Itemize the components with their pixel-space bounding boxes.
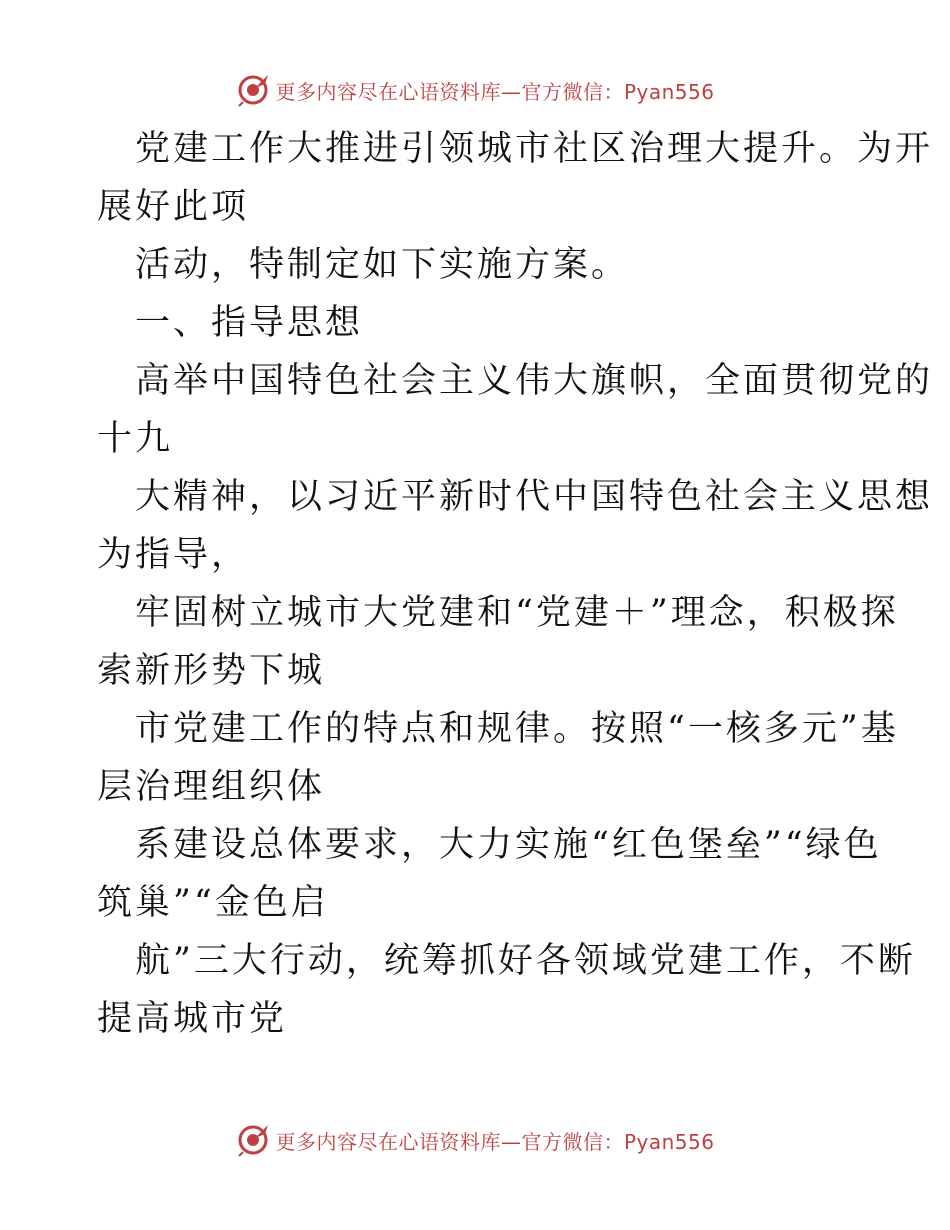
watermark-text: 更多内容尽在心语资料库—官方微信：Pyan556: [275, 79, 715, 104]
text-line: 党建工作大推进引领城市社区治理大提升。为开: [135, 129, 934, 169]
watermark-text: 更多内容尽在心语资料库—官方微信：Pyan556: [275, 1129, 715, 1154]
text-line: 为指导，: [97, 535, 250, 575]
text-line: 航”三大行动，统筹抓好各领域党建工作，不断: [135, 941, 916, 981]
text-line: 筑巢”“金色启: [97, 883, 329, 923]
text-line: 市党建工作的特点和规律。按照“一核多元”基: [135, 709, 899, 749]
text-line: 活动，特制定如下实施方案。: [135, 245, 630, 285]
quill-logo-icon: [235, 72, 271, 108]
text-line: 提高城市党: [97, 999, 288, 1039]
quill-logo-icon: [235, 1122, 271, 1158]
text-line: 展好此项: [97, 187, 250, 227]
text-line: 十九: [97, 419, 174, 459]
text-line: 索新形势下城: [97, 651, 326, 691]
text-line: 牢固树立城市大党建和“党建＋”理念，积极探: [135, 593, 899, 633]
footer-watermark: [0, 1120, 950, 1160]
text-line: 大精神，以习近平新时代中国特色社会主义思想: [135, 477, 934, 517]
text-line: 高举中国特色社会主义伟大旗帜，全面贯彻党的: [135, 361, 934, 401]
document-body: [97, 120, 934, 1048]
text-line: 层治理组织体: [97, 767, 326, 807]
header-watermark: [0, 70, 950, 110]
text-line: 系建设总体要求，大力实施“红色堡垒”“绿色: [135, 825, 882, 865]
section-heading: 一、指导思想: [135, 303, 364, 343]
